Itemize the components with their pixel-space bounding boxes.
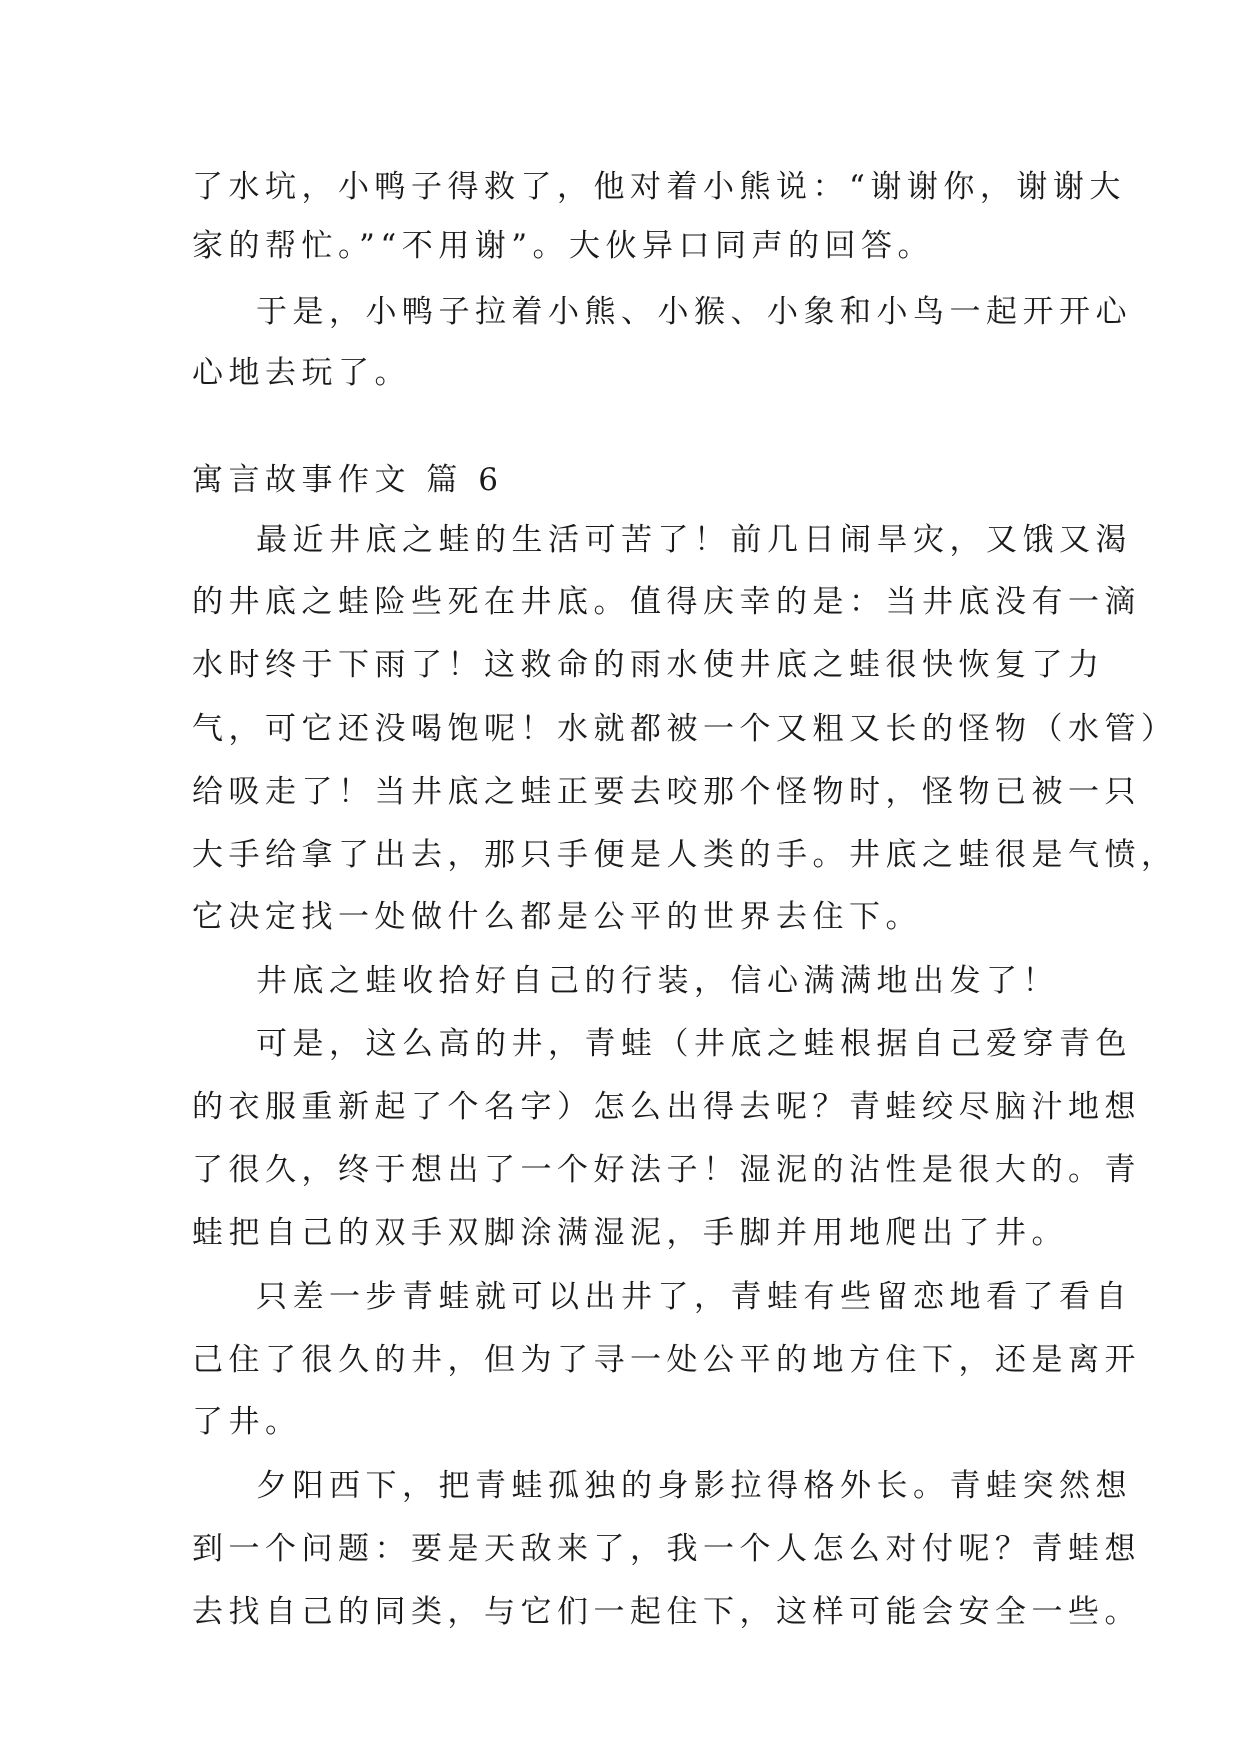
text-line: 它决定找一处做什么都是公平的世界去住下。 [192, 899, 922, 935]
text-line: 了很久，终于想出了一个好法子！湿泥的沾性是很大的。青 [192, 1152, 1141, 1188]
text-line: 了水坑，小鸭子得救了，他对着小熊说：“谢谢你，谢谢大 [192, 169, 1126, 205]
section-heading: 寓言故事作文 篇 6 [192, 462, 504, 498]
paragraph-start: 井底之蛙收拾好自己的行装，信心满满地出发了！ [256, 963, 1059, 999]
text-line: 了井。 [192, 1404, 302, 1440]
text-line: 心地去玩了。 [192, 355, 411, 391]
text-line: 水时终于下雨了！这救命的雨水使井底之蛙很快恢复了力 [192, 647, 1105, 683]
paragraph-start: 可是，这么高的井，青蛙（井底之蛙根据自己爱穿青色 [256, 1026, 1132, 1062]
text-line: 给吸走了！当井底之蛙正要去咬那个怪物时，怪物已被一只 [192, 774, 1141, 810]
paragraph-start: 夕阳西下，把青蛙孤独的身影拉得格外长。青蛙突然想 [256, 1468, 1132, 1504]
text-line: 气，可它还没喝饱呢！水就都被一个又粗又长的怪物（水管） [192, 711, 1178, 747]
text-line: 大手给拿了出去，那只手便是人类的手。井底之蛙很是气愤， [192, 837, 1178, 873]
text-line: 家的帮忙。”“不用谢”。大伙异口同声的回答。 [192, 228, 935, 264]
text-line: 的井底之蛙险些死在井底。值得庆幸的是：当井底没有一滴 [192, 584, 1141, 620]
paragraph-start: 于是，小鸭子拉着小熊、小猴、小象和小鸟一起开开心 [256, 294, 1132, 330]
text-line: 到一个问题：要是天敌来了，我一个人怎么对付呢？青蛙想 [192, 1531, 1141, 1567]
text-line: 蛙把自己的双手双脚涂满湿泥，手脚并用地爬出了井。 [192, 1215, 1068, 1251]
text-line: 去找自己的同类，与它们一起住下，这样可能会安全一些。 [192, 1594, 1141, 1630]
text-line: 己住了很久的井，但为了寻一处公平的地方住下，还是离开 [192, 1342, 1141, 1378]
text-line: 的衣服重新起了个名字）怎么出得去呢？青蛙绞尽脑汁地想 [192, 1089, 1141, 1125]
paragraph-start: 最近井底之蛙的生活可苦了！前几日闹旱灾，又饿又渴 [256, 522, 1132, 558]
paragraph-start: 只差一步青蛙就可以出井了，青蛙有些留恋地看了看自 [256, 1279, 1132, 1315]
